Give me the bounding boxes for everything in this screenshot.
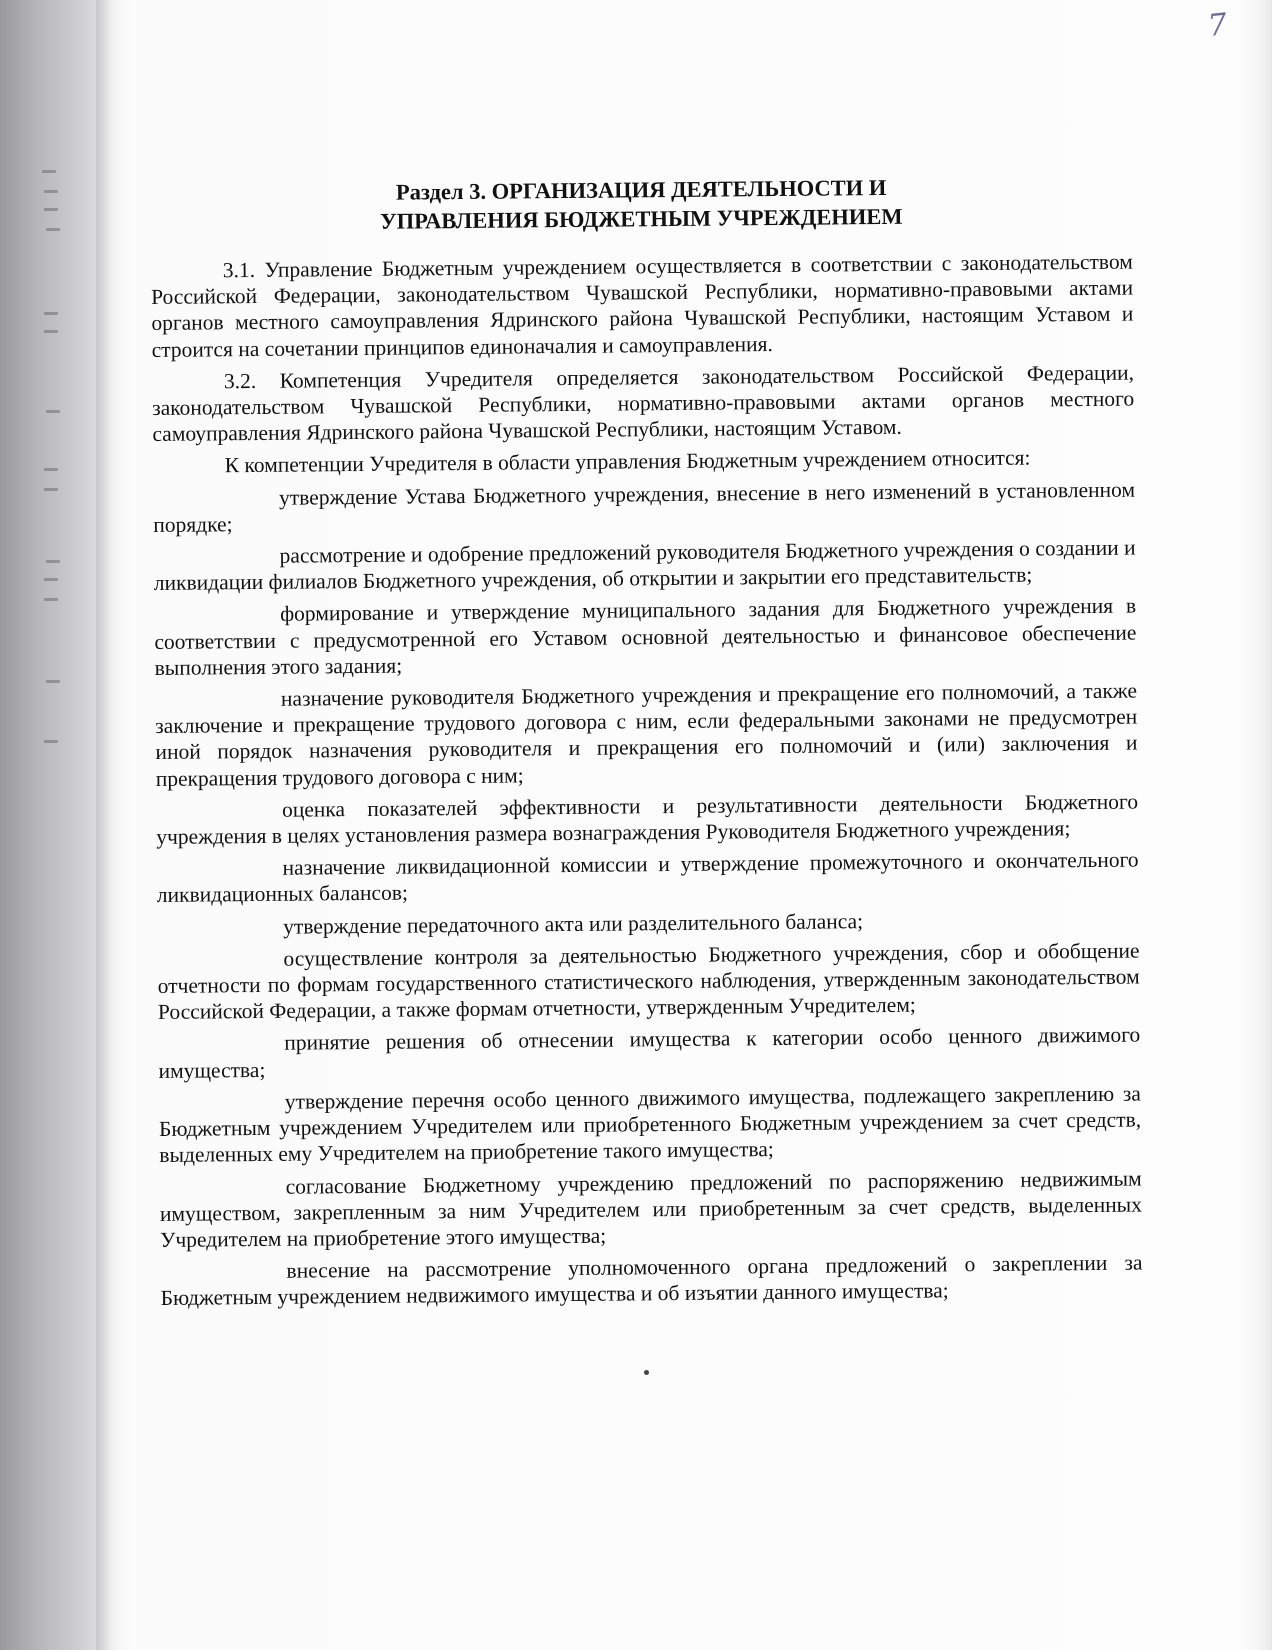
bleed-mark bbox=[44, 598, 58, 601]
list-item: осуществление контроля за деятельностью Бюджетного учреждения, сбор и обобщение отчетности по формам государственного статистического наблюдения, утвержденным законодательством Российской Федерации, а также формам отчетности, утвержденным Учредителем; bbox=[157, 938, 1140, 1025]
bleed-mark bbox=[44, 740, 58, 743]
bleed-mark bbox=[44, 312, 58, 315]
bleed-mark bbox=[44, 488, 58, 491]
section-heading bbox=[150, 171, 1133, 238]
bleed-mark bbox=[42, 170, 56, 173]
list-item: согласование Бюджетному учреждению предложений по распоряжению недвижимым имуществом, закрепленным за ним Учредителем или приобретенным за счет средств, выделенных Учредителем на приобретение этого имущества; bbox=[159, 1166, 1142, 1252]
paragraph-competence-intro: К компетенции Учредителя в области управления Бюджетным учреждением относится: bbox=[224, 445, 1031, 478]
list-item: оценка показателей эффективности и результативности деятельности Бюджетного учреждения в целях установления размера вознаграждения Руководителя Бюджетного учреждения; bbox=[156, 789, 1139, 850]
bleed-mark bbox=[44, 578, 58, 581]
section-heading-line-1: Раздел 3. ОРГАНИЗАЦИЯ ДЕЯТЕЛЬНОСТИ И bbox=[395, 174, 887, 205]
list-item: назначение руководителя Бюджетного учреждения и прекращение его полномочий, а также заключение и прекращение трудового договора с ним, если федеральными законами не предусмотрен иной порядок назначения руководителя и прекращения его полномочий и (или) заключения и прекращения трудового договора с ним; bbox=[155, 678, 1138, 791]
bleed-mark bbox=[44, 190, 58, 193]
bleed-mark bbox=[44, 468, 58, 471]
paragraph-3-2: 3.2. Компетенция Учредителя определяется законодательством Российской Федерации, законодательством Чувашской Республики, нормативно-правовыми актами органов местного самоуправления Ядринского района Чувашской Республики, настоящим Уставом. bbox=[152, 360, 1135, 447]
bleed-mark bbox=[46, 680, 60, 683]
section-heading-line-2: УПРАВЛЕНИЯ БЮДЖЕТНЫМ УЧРЕЖДЕНИЕМ bbox=[380, 203, 903, 234]
scan-speck bbox=[644, 1370, 649, 1375]
bleed-mark bbox=[46, 410, 60, 413]
list-item: формирование и утверждение муниципального задания для Бюджетного учреждения в соответствии с предусмотренной его Уставом основной деятельностью и финансовое обеспечение выполнения этого задания; bbox=[154, 593, 1137, 680]
adjacent-page-edge bbox=[0, 0, 60, 1650]
page-fold-shadow bbox=[96, 0, 116, 1650]
handwritten-page-number: 7 bbox=[1206, 7, 1229, 44]
list-item: утверждение передаточного акта или разделительного баланса; bbox=[283, 908, 864, 939]
document-body bbox=[150, 171, 1143, 1318]
list-item: утверждение перечня особо ценного движимого имущества, подлежащего закреплению за Бюджетным учреждением Учредителем или приобретенного Бюджетным учреждением за счет средств, выделенных ему Учредителем на приобретение такого имущества; bbox=[158, 1081, 1142, 1168]
list-item: внесение на рассмотрение уполномоченного органа предложений о закреплении за Бюджетным учреждением недвижимого имущества и об изъятии данного имущества; bbox=[160, 1250, 1143, 1311]
paragraph-3-1: 3.1. Управление Бюджетным учреждением осуществляется в соответствии с законодательством Российской Федерации, законодательством Чувашской Республики, нормативно-правовыми актами органов местного самоуправления Ядринского района Чувашской Республики, настоящим Уставом и строится на сочетании принципов единоначалия и самоуправления. bbox=[151, 249, 1134, 362]
bleed-mark bbox=[44, 208, 58, 211]
bleed-mark bbox=[46, 228, 60, 231]
list-item: назначение ликвидационной комиссии и утверждение промежуточного и окончательного ликвидационных балансов; bbox=[156, 847, 1139, 908]
bleed-mark bbox=[46, 560, 60, 563]
list-item: рассмотрение и одобрение предложений руководителя Бюджетного учреждения о создании и ликвидации филиалов Бюджетного учреждения, об открытии и закрытии его представительств; bbox=[153, 535, 1136, 596]
list-item: принятие решения об отнесении имущества к категории особо ценного движимого имущества; bbox=[158, 1023, 1141, 1083]
list-item: утверждение Устава Бюджетного учреждения, внесение в него изменений в установленном порядке; bbox=[153, 477, 1136, 537]
bleed-mark bbox=[44, 330, 58, 333]
